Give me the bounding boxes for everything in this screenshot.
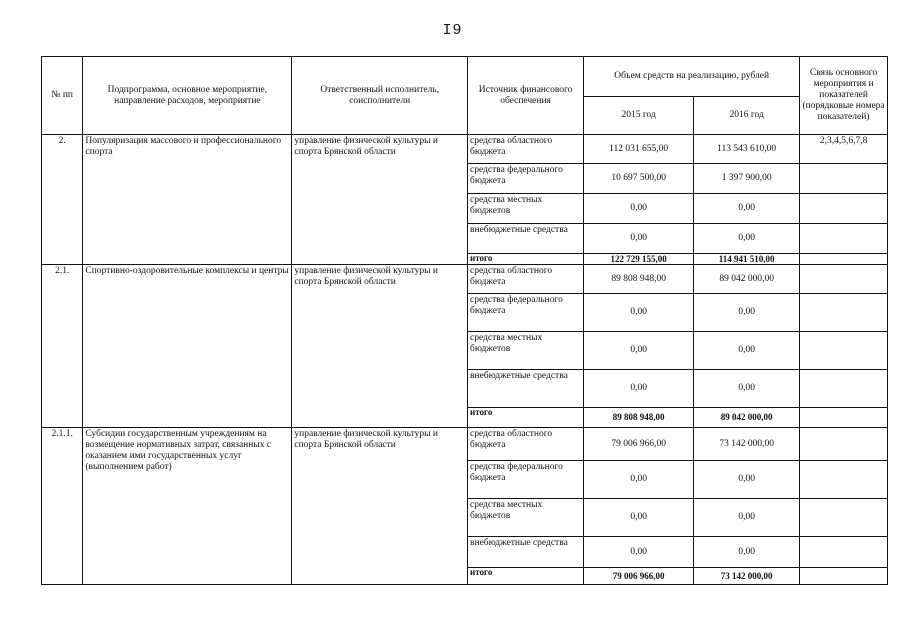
table-row bbox=[42, 265, 888, 294]
amount-2015: 0,00 bbox=[584, 224, 694, 254]
total-2016: 114 941 510,00 bbox=[694, 254, 800, 265]
amount-2015: 0,00 bbox=[584, 370, 694, 408]
amount-2016: 0,00 bbox=[694, 499, 800, 537]
amount-2015: 112 031 655,00 bbox=[584, 135, 694, 164]
source-cell: средства областного бюджета bbox=[468, 265, 584, 294]
table-row bbox=[42, 428, 888, 461]
amount-2016: 0,00 bbox=[694, 294, 800, 332]
indicator-link bbox=[800, 224, 888, 254]
total-2015: 79 006 966,00 bbox=[584, 568, 694, 585]
group-2-1 bbox=[42, 265, 888, 428]
header-num: № пп bbox=[42, 57, 83, 135]
budget-table bbox=[41, 56, 888, 585]
activity-name: Субсидии государственным учреждениям на возмещение нормативных затрат, связанных с оказанием ими государственных услуг (выполнением работ) bbox=[83, 428, 292, 585]
amount-2016: 113 543 610,00 bbox=[694, 135, 800, 164]
indicator-link bbox=[800, 568, 888, 585]
total-label: итого bbox=[468, 568, 584, 585]
indicator-link bbox=[800, 254, 888, 265]
group-2 bbox=[42, 135, 888, 265]
amount-2015: 0,00 bbox=[584, 294, 694, 332]
indicator-link bbox=[800, 537, 888, 568]
activity-name: Популяризация массового и профессионального спорта bbox=[83, 135, 292, 265]
indicator-link bbox=[800, 294, 888, 332]
indicator-link bbox=[800, 428, 888, 461]
indicator-link bbox=[800, 164, 888, 194]
source-cell: средства местных бюджетов bbox=[468, 332, 584, 370]
indicator-link bbox=[800, 499, 888, 537]
amount-2015: 0,00 bbox=[584, 537, 694, 568]
source-cell: средства областного бюджета bbox=[468, 135, 584, 164]
amount-2016: 0,00 bbox=[694, 370, 800, 408]
indicator-link bbox=[800, 265, 888, 294]
indicator-link bbox=[800, 370, 888, 408]
header-link: Связь основного мероприятия и показателей (порядковые номера показателей) bbox=[800, 57, 888, 135]
amount-2015: 0,00 bbox=[584, 332, 694, 370]
total-2015: 89 808 948,00 bbox=[584, 408, 694, 428]
amount-2015: 79 006 966,00 bbox=[584, 428, 694, 461]
page-number: I9 bbox=[442, 22, 463, 39]
amount-2016: 0,00 bbox=[694, 332, 800, 370]
amount-2015: 0,00 bbox=[584, 194, 694, 224]
indicator-link bbox=[800, 461, 888, 499]
total-label: итого bbox=[468, 408, 584, 428]
total-2015: 122 729 155,00 bbox=[584, 254, 694, 265]
indicator-link bbox=[800, 332, 888, 370]
header-source: Источник финансового обеспечения bbox=[468, 57, 584, 135]
amount-2016: 73 142 000,00 bbox=[694, 428, 800, 461]
source-cell: средства федерального бюджета bbox=[468, 164, 584, 194]
header-year-2015: 2015 год bbox=[584, 97, 694, 135]
amount-2015: 89 808 948,00 bbox=[584, 265, 694, 294]
amount-2016: 0,00 bbox=[694, 461, 800, 499]
source-cell: средства областного бюджета bbox=[468, 428, 584, 461]
activity-name: Спортивно-оздоровительные комплексы и центры bbox=[83, 265, 292, 428]
row-number: 2.1. bbox=[42, 265, 83, 428]
header-name: Подпрограмма, основное мероприятие, направление расходов, мероприятие bbox=[83, 57, 292, 135]
source-cell: внебюджетные средства bbox=[468, 224, 584, 254]
row-number: 2.1.1. bbox=[42, 428, 83, 585]
executor: управление физической культуры и спорта Брянской области bbox=[292, 428, 468, 585]
row-number: 2. bbox=[42, 135, 83, 265]
table-row bbox=[42, 135, 888, 164]
amount-2015: 0,00 bbox=[584, 461, 694, 499]
total-2016: 89 042 000,00 bbox=[694, 408, 800, 428]
source-cell: средства местных бюджетов bbox=[468, 194, 584, 224]
header-volume: Объем средств на реализацию, рублей bbox=[584, 57, 800, 97]
source-cell: средства федерального бюджета bbox=[468, 294, 584, 332]
amount-2015: 0,00 bbox=[584, 499, 694, 537]
amount-2016: 89 042 000,00 bbox=[694, 265, 800, 294]
source-cell: внебюджетные средства bbox=[468, 370, 584, 408]
group-2-1-1 bbox=[42, 428, 888, 585]
amount-2016: 0,00 bbox=[694, 224, 800, 254]
executor: управление физической культуры и спорта Брянской области bbox=[292, 265, 468, 428]
amount-2016: 1 397 900,00 bbox=[694, 164, 800, 194]
header-year-2016: 2016 год bbox=[694, 97, 800, 135]
amount-2016: 0,00 bbox=[694, 194, 800, 224]
total-2016: 73 142 000,00 bbox=[694, 568, 800, 585]
source-cell: средства федерального бюджета bbox=[468, 461, 584, 499]
amount-2015: 10 697 500,00 bbox=[584, 164, 694, 194]
source-cell: средства местных бюджетов bbox=[468, 499, 584, 537]
executor: управление физической культуры и спорта Брянской области bbox=[292, 135, 468, 265]
indicator-link bbox=[800, 194, 888, 224]
amount-2016: 0,00 bbox=[694, 537, 800, 568]
indicator-link: 2,3,4,5,6,7,8 bbox=[800, 135, 888, 164]
total-label: итого bbox=[468, 254, 584, 265]
header-executor: Ответственный исполнитель, соисполнители bbox=[292, 57, 468, 135]
indicator-link bbox=[800, 408, 888, 428]
source-cell: внебюджетные средства bbox=[468, 537, 584, 568]
